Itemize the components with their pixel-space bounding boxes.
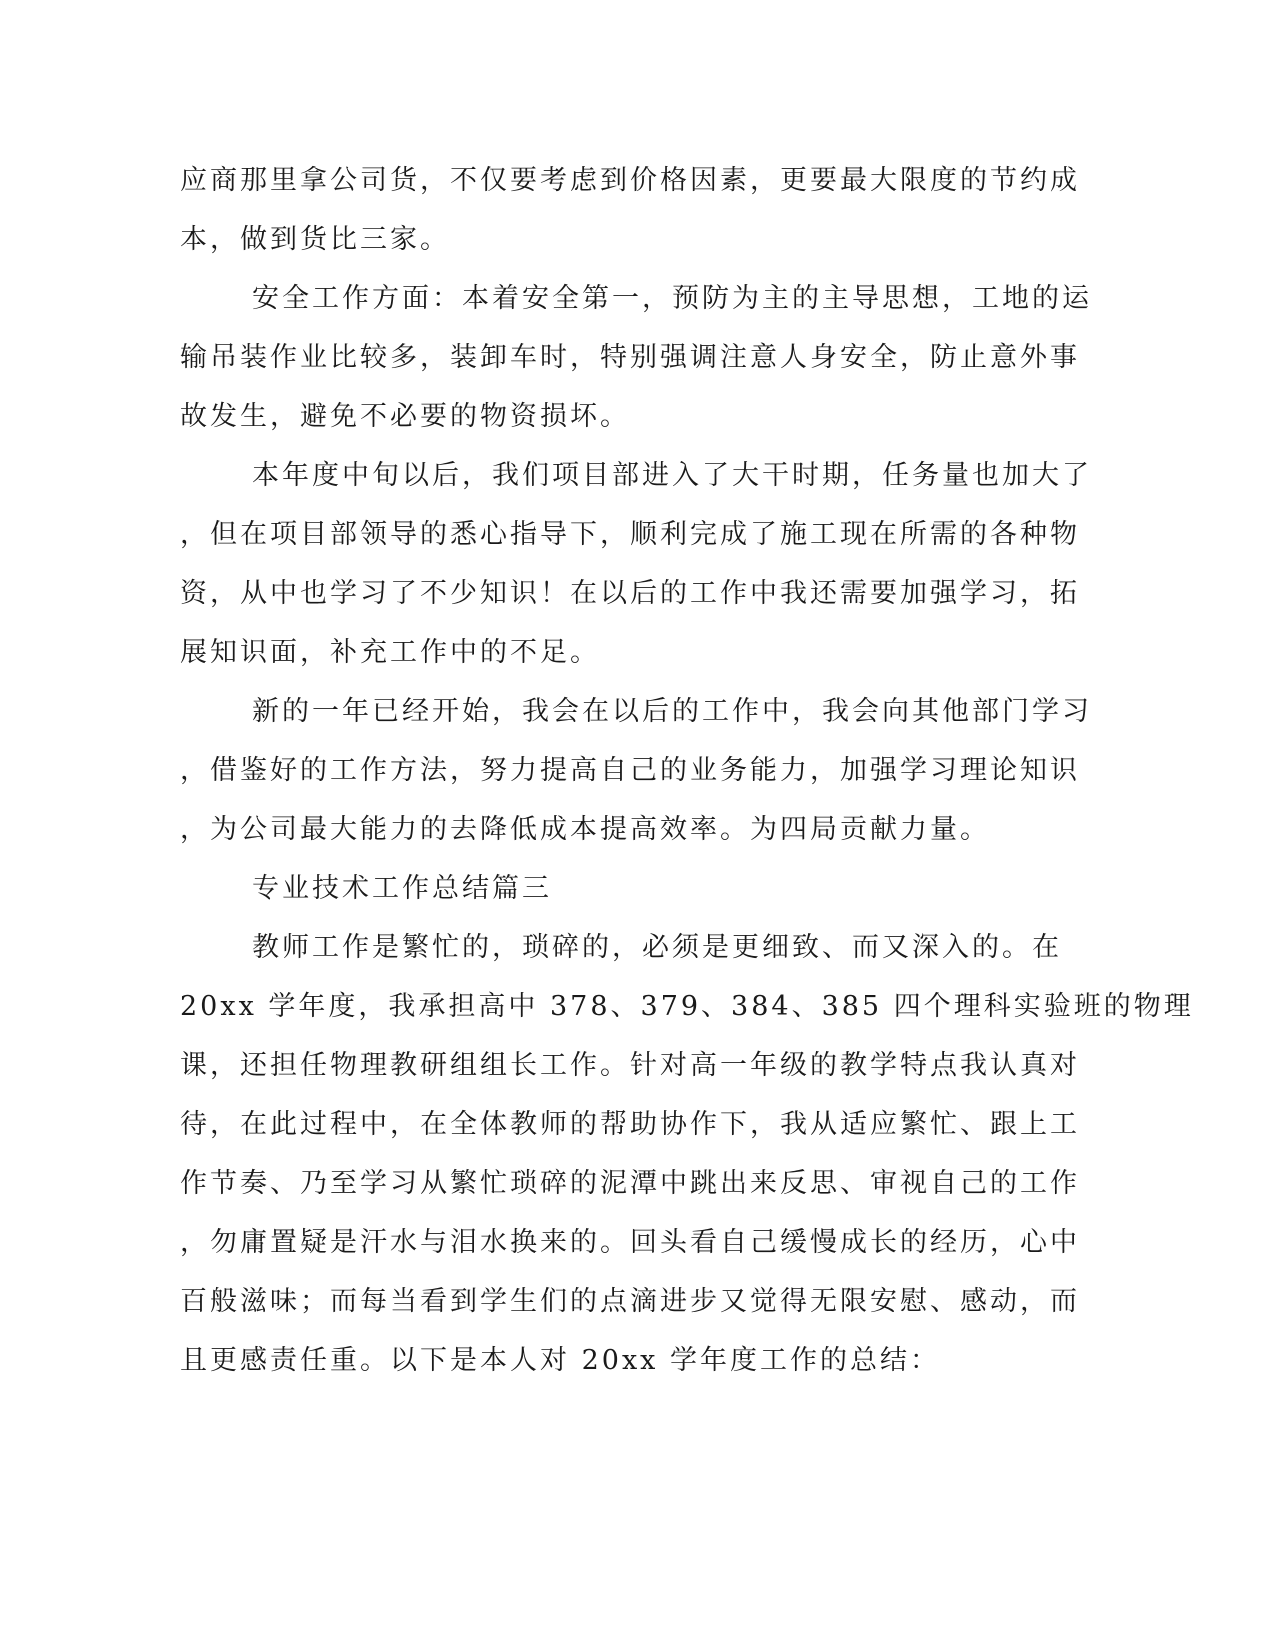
text-line: 应商那里拿公司货，不仅要考虑到价格因素，更要最大限度的节约成 bbox=[180, 165, 1080, 196]
paragraph-start-teacher: 教师工作是繁忙的，琐碎的，必须是更细致、而又深入的。在 bbox=[252, 932, 1062, 963]
text-line: 展知识面，补充工作中的不足。 bbox=[180, 637, 600, 668]
text-line: 课，还担任物理教研组组长工作。针对高一年级的教学特点我认真对 bbox=[180, 1050, 1080, 1081]
text-line: 本，做到货比三家。 bbox=[180, 224, 450, 255]
text-line: ，勿庸置疑是汗水与泪水换来的。回头看自己缓慢成长的经历，心中 bbox=[180, 1227, 1080, 1258]
text-line: 输吊装作业比较多，装卸车时，特别强调注意人身安全，防止意外事 bbox=[180, 342, 1080, 373]
text-line: 资，从中也学习了不少知识！在以后的工作中我还需要加强学习，拓 bbox=[180, 578, 1080, 609]
paragraph-start-midyear: 本年度中旬以后，我们项目部进入了大干时期，任务量也加大了 bbox=[252, 460, 1092, 491]
text-line: ，但在项目部领导的悉心指导下，顺利完成了施工现在所需的各种物 bbox=[180, 519, 1080, 550]
text-line: 20xx 学年度，我承担高中 378、379、384、385 四个理科实验班的物理 bbox=[180, 991, 1194, 1022]
text-line: 且更感责任重。以下是本人对 20xx 学年度工作的总结： bbox=[180, 1345, 940, 1376]
section-heading: 专业技术工作总结篇三 bbox=[252, 873, 552, 904]
paragraph-start-safety: 安全工作方面：本着安全第一，预防为主的主导思想，工地的运 bbox=[252, 283, 1092, 314]
text-line: 百般滋味；而每当看到学生们的点滴进步又觉得无限安慰、感动，而 bbox=[180, 1286, 1080, 1317]
paragraph-start-newyear: 新的一年已经开始，我会在以后的工作中，我会向其他部门学习 bbox=[252, 696, 1092, 727]
text-line: 作节奏、乃至学习从繁忙琐碎的泥潭中跳出来反思、审视自己的工作 bbox=[180, 1168, 1080, 1199]
text-line: 故发生，避免不必要的物资损坏。 bbox=[180, 401, 630, 432]
text-line: ，借鉴好的工作方法，努力提高自己的业务能力，加强学习理论知识 bbox=[180, 755, 1080, 786]
text-line: 待，在此过程中，在全体教师的帮助协作下，我从适应繁忙、跟上工 bbox=[180, 1109, 1080, 1140]
text-line: ，为公司最大能力的去降低成本提高效率。为四局贡献力量。 bbox=[180, 814, 990, 845]
